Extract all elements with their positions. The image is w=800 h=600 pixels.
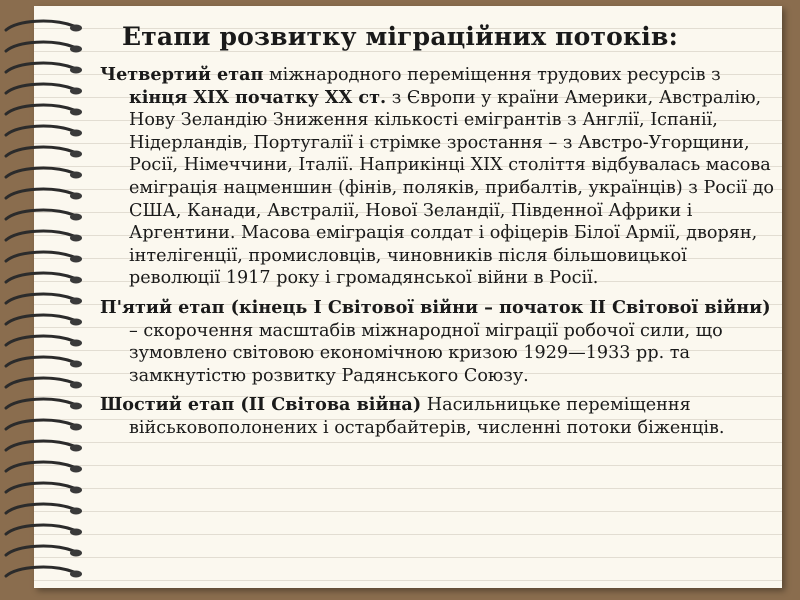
spiral-hole bbox=[70, 277, 82, 284]
stage-6-text: Насильницьке переміщення військовополонених і остарбайтерів, численні потоки біженців. bbox=[129, 395, 725, 438]
stage-6-label: Шостий етап (ІІ Світова війна) bbox=[100, 394, 422, 416]
slide-body bbox=[100, 64, 780, 447]
spiral-ring bbox=[6, 273, 74, 282]
spiral-ring bbox=[6, 504, 74, 513]
spiral-hole bbox=[70, 256, 82, 263]
spiral-hole bbox=[70, 466, 82, 473]
stage-4-period: кінця ХІХ початку ХХ ст. bbox=[129, 86, 387, 108]
spiral-hole bbox=[70, 88, 82, 95]
spiral-hole bbox=[70, 193, 82, 200]
spiral-ring bbox=[6, 105, 74, 114]
spiral-hole bbox=[70, 571, 82, 578]
spiral-ring bbox=[6, 189, 74, 198]
spiral-ring bbox=[6, 357, 74, 366]
spiral-ring bbox=[6, 168, 74, 177]
stage-4-label: Четвертий етап bbox=[100, 64, 264, 85]
paragraph-stage-6 bbox=[100, 394, 780, 439]
spiral-ring bbox=[6, 462, 74, 471]
spiral-ring bbox=[6, 336, 74, 345]
spiral-ring bbox=[6, 231, 74, 240]
stage-4-text-1: міжнародного переміщення трудових ресурсів з bbox=[263, 65, 721, 85]
spiral-hole bbox=[70, 424, 82, 431]
spiral-hole bbox=[70, 445, 82, 452]
paragraph-stage-5 bbox=[100, 297, 780, 387]
spiral-ring bbox=[6, 378, 74, 387]
spiral-hole bbox=[70, 109, 82, 116]
spiral-ring bbox=[6, 294, 74, 303]
spiral-hole bbox=[70, 151, 82, 158]
spiral-hole bbox=[70, 382, 82, 389]
spiral-ring bbox=[6, 567, 74, 576]
spiral-ring bbox=[6, 252, 74, 261]
spiral-hole bbox=[70, 529, 82, 536]
spiral-ring bbox=[6, 126, 74, 135]
spiral-ring bbox=[6, 420, 74, 429]
spiral-hole bbox=[70, 340, 82, 347]
spiral-hole bbox=[70, 403, 82, 410]
spiral-hole bbox=[70, 130, 82, 137]
spiral-hole bbox=[70, 235, 82, 242]
spiral-hole bbox=[70, 67, 82, 74]
stage-5-text: – скорочення масштабів міжнародної міграції робочої сили, що зумовлено світовою економічною кризою 1929—1933 рр. та замкнутістю розвитку Радянського Союзу. bbox=[129, 320, 723, 386]
spiral-ring bbox=[6, 210, 74, 219]
spiral-hole bbox=[70, 487, 82, 494]
spiral-ring bbox=[6, 147, 74, 156]
spiral-ring bbox=[6, 483, 74, 492]
spiral-ring bbox=[6, 546, 74, 555]
slide-title: Етапи розвитку міграційних потоків: bbox=[121, 22, 679, 51]
spiral-ring bbox=[6, 441, 74, 450]
spiral-hole bbox=[70, 319, 82, 326]
spiral-hole bbox=[70, 550, 82, 557]
spiral-hole bbox=[70, 361, 82, 368]
spiral-ring bbox=[6, 525, 74, 534]
spiral-ring bbox=[6, 63, 74, 72]
spiral-hole bbox=[70, 298, 82, 305]
spiral-hole bbox=[70, 172, 82, 179]
paragraph-stage-4 bbox=[100, 64, 780, 290]
spiral-binding bbox=[0, 10, 90, 590]
spiral-ring bbox=[6, 84, 74, 93]
spiral-ring bbox=[6, 315, 74, 324]
spiral-ring bbox=[6, 399, 74, 408]
stage-4-text-2: з Європи у країни Америки, Австралію, Нову Зеландію Зниження кількості емігрантів з Англії, Іспанії, Нідерландів, Португалії і стрімке зростання – з Австро-Угорщини, Росії, Німеччини, Італії. Наприкінці XIX століття відбувалась масова еміграція нацменшин (фінів, поляків, прибалтів, українців) з Росії до США, Канади, Австралії, Нової Зеландії, Південної Африки і Аргентини. Масова еміграція солдат і офіцерів Білої Армії, дворян, інтелігенції, промисловців, чиновників після більшовицької революції 1917 року і громадянської війни в Росії. bbox=[129, 87, 775, 289]
stage-5-label: П'ятий етап (кінець І Світової війни – початок ІІ Світової війни) bbox=[100, 296, 771, 318]
spiral-hole bbox=[70, 214, 82, 221]
spiral-hole bbox=[70, 508, 82, 515]
